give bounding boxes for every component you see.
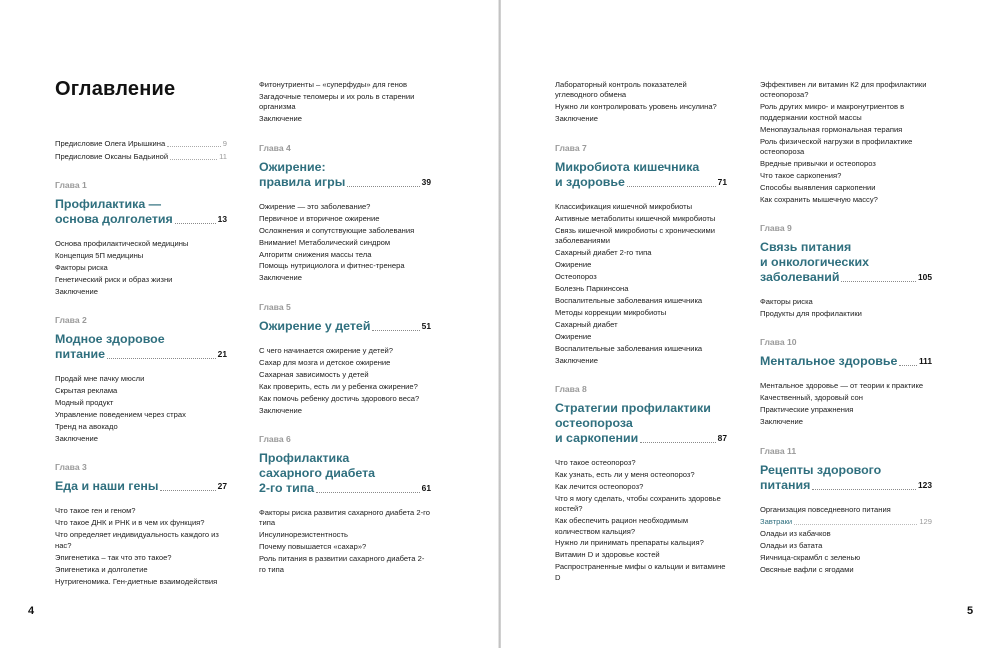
toc-entry[interactable]: Загадочные теломеры и их роль в старении организма	[259, 91, 415, 112]
toc-entry[interactable]: Менопаузальная гормональная терапия	[760, 124, 903, 134]
chapter-title[interactable]	[259, 319, 431, 334]
toc-entry[interactable]: Нужно ли контролировать уровень инсулина?	[555, 102, 717, 112]
toc-entry[interactable]: Витамин D и здоровье костей	[555, 550, 660, 560]
chapter-title[interactable]	[555, 401, 727, 446]
toc-entry[interactable]: Как обеспечить рацион необходимым количеством кальция?	[555, 516, 689, 536]
toc-entry[interactable]: Ожирение	[555, 259, 592, 269]
toc-entry[interactable]: Что такое остеопороз?	[555, 457, 636, 467]
chapter-label: Глава 10	[760, 337, 797, 348]
chapter-title-lastline	[55, 479, 227, 494]
chapter-6	[259, 434, 431, 575]
chapter-4	[259, 143, 431, 284]
toc-entry[interactable]: Как сохранить мышечную массу?	[760, 194, 878, 204]
chapter-title-line: Микробиота кишечника	[555, 159, 700, 174]
toc-entry[interactable]: Скрытая реклама	[55, 386, 118, 396]
chapter-title[interactable]	[259, 451, 431, 496]
chapter-title-line: и онкологических	[760, 255, 869, 270]
chapter-title-lastline	[55, 347, 227, 362]
chapter-title[interactable]	[760, 240, 932, 285]
toc-entry[interactable]: Что такое саркопения?	[760, 170, 842, 180]
toc-entry[interactable]: Заключение	[259, 405, 303, 415]
toc-entry[interactable]: Методы коррекции микробиоты	[555, 307, 667, 317]
leader-dots	[372, 330, 419, 331]
toc-entry[interactable]: Сахарный диабет	[555, 319, 618, 329]
toc-entry[interactable]: Почему повышается «сахар»?	[259, 542, 367, 552]
leader-dots	[316, 492, 420, 493]
toc-entry[interactable]: Роль физической нагрузки в профилактике остеопороза	[760, 136, 913, 156]
chapter-page: 105	[918, 272, 932, 283]
toc-entry[interactable]: Что я могу сделать, чтобы сохранить здоровье костей?	[555, 493, 721, 514]
chapter-title-line: основа долголетия	[55, 211, 173, 226]
toc-entry[interactable]: Алгоритм снижения массы тела	[259, 249, 372, 259]
chapter-title-line: питание	[55, 347, 106, 362]
chapter-page: 111	[918, 356, 932, 367]
chapter-title-line: Еда и наши гены	[55, 479, 159, 494]
leader-dots	[347, 186, 419, 187]
chapter-page: 27	[217, 481, 227, 492]
chapter-title-line: и здоровье	[555, 174, 625, 189]
toc-entry[interactable]: Лабораторный контроль показателей углеводного обмена	[555, 80, 687, 100]
chapter-page: 39	[421, 176, 431, 187]
leader-dots	[167, 146, 221, 147]
toc-entry[interactable]: Фитонутриенты – «суперфуды» для генов	[259, 80, 408, 89]
chapter-9	[760, 223, 932, 319]
chapter-10	[760, 337, 932, 427]
chapter-label: Глава 11	[760, 445, 797, 456]
toc-entry[interactable]: Сахар для мозга и детское ожирение	[259, 357, 391, 367]
leader-dots	[640, 442, 715, 443]
chapter-label: Глава 6	[259, 433, 291, 444]
preface-page: 11	[219, 151, 227, 161]
toc-entry[interactable]: Продай мне пачку мюсли	[55, 374, 145, 384]
preface-entry[interactable]	[55, 139, 227, 149]
right-page	[501, 0, 1000, 648]
toc-entry[interactable]: Овсяные вафли с ягодами	[760, 564, 854, 574]
preface-page: 9	[222, 139, 227, 148]
toc-entry[interactable]: Тренд на авокадо	[55, 422, 118, 432]
toc-entry[interactable]: Факторы риска	[55, 262, 108, 272]
page-number-right: 5	[967, 605, 974, 617]
chapter-title[interactable]	[760, 354, 932, 369]
toc-entry[interactable]: Факторы риска развития сахарного диабета 2-го типа	[259, 507, 430, 528]
chapter-label: Глава 5	[259, 301, 291, 312]
chapter-title[interactable]	[259, 160, 431, 190]
chapter-title-line: Ментальное здоровье	[760, 354, 898, 369]
chapter-title-line: Связь питания	[760, 240, 852, 255]
toc-entry[interactable]: Классификация кишечной микробиоты	[555, 201, 693, 211]
column-1	[55, 139, 227, 589]
chapter-page: 71	[717, 176, 727, 187]
chapter-label: Глава 7	[555, 142, 587, 153]
chapter-title-line: и саркопении	[555, 430, 639, 445]
chapter-page: 87	[717, 432, 727, 443]
chapter-8	[555, 384, 727, 583]
toc-entry[interactable]: Нутригеномика. Ген-диетные взаимодействия	[55, 576, 218, 586]
toc-entry[interactable]: Модный продукт	[55, 398, 114, 408]
chapter-title-lastline	[760, 270, 932, 285]
toc-entry[interactable]: Сахарная зависимость у детей	[259, 369, 369, 379]
toc-entry[interactable]: Роль питания в развитии сахарного диабета 2-го типа	[259, 554, 425, 574]
chapter-title-line: остеопороза	[555, 415, 633, 430]
chapter-title[interactable]	[55, 332, 227, 362]
chapter-title-line: Рецепты здорового	[760, 462, 882, 477]
chapter-title-line: питания	[760, 477, 811, 492]
toc-entry[interactable]: Основа профилактической медицины	[55, 238, 189, 248]
chapter-title-line: Ожирение:	[259, 159, 326, 174]
chapter-title[interactable]	[555, 160, 727, 190]
chapter-title-line: 2-го типа	[259, 480, 315, 495]
toc-entry[interactable]: Способы выявления саркопении	[760, 182, 876, 192]
toc-entry[interactable]: Эпигенетика и долголетие	[55, 564, 148, 574]
toc-entry[interactable]: Распространенные мифы о кальции и витамине D	[555, 562, 726, 582]
toc-entry[interactable]: Инсулинорезистентность	[259, 530, 348, 540]
toc-entry[interactable]: Осложнения и сопутствующие заболевания	[259, 225, 415, 235]
toc-entry[interactable]: Заключение	[55, 286, 99, 296]
toc-entry[interactable]: Болезнь Паркинсона	[555, 283, 629, 293]
toc-entry[interactable]: Яичница-скрамбл с зеленью	[760, 552, 861, 562]
toc-entry[interactable]: Нужно ли принимать препараты кальция?	[555, 538, 704, 548]
toc-entry[interactable]: Как узнать, есть ли у меня остеопороз?	[555, 469, 695, 479]
column-4	[760, 80, 932, 577]
chapter-page: 21	[217, 349, 227, 360]
toc-entry[interactable]: Заключение	[760, 417, 804, 427]
toc-entry-link[interactable]	[760, 517, 932, 527]
toc-entry[interactable]: Связь кишечной микробиоты с хроническими заболеваниями	[555, 225, 715, 245]
toc-entry[interactable]: Остеопороз	[555, 271, 597, 281]
chapter-label: Глава 2	[55, 315, 87, 326]
toc-entry[interactable]: Качественный, здоровый сон	[760, 393, 863, 403]
toc-entry[interactable]: Заключение	[259, 114, 303, 124]
chapter-title-lastline	[259, 481, 431, 496]
leader-dots	[841, 281, 916, 282]
toc-entry[interactable]: Организация повседневного питания	[760, 504, 891, 514]
chapter-label: Глава 3	[55, 462, 87, 473]
chapter-3	[55, 462, 227, 587]
toc-entry[interactable]: Роль других микро- и макронутриентов в поддержании костной массы	[760, 102, 905, 122]
chapter-title-lastline	[55, 212, 227, 227]
chapter-2	[55, 315, 227, 444]
chapter-title-line: Стратегии профилактики	[555, 400, 711, 415]
toc-entry[interactable]: Заключение	[259, 273, 303, 283]
toc-title: Оглавление	[55, 78, 176, 100]
toc-entry[interactable]: Ожирение	[555, 331, 592, 341]
chapter-title-line: заболеваний	[760, 270, 840, 285]
column-3	[555, 80, 727, 585]
chapter-title[interactable]	[55, 479, 227, 494]
leader-dots	[794, 524, 917, 525]
toc-entry[interactable]: Сахарный диабет 2-го типа	[555, 247, 652, 257]
toc-entry[interactable]: Как проверить, есть ли у ребенка ожирение?	[259, 381, 418, 391]
preface-entry[interactable]	[55, 152, 227, 162]
chapter-title-line: Профилактика	[259, 450, 350, 465]
chapter-7	[555, 143, 727, 366]
toc-entry[interactable]: Помощь нутрициолога и фитнес-тренера	[259, 261, 405, 271]
leader-dots	[160, 490, 215, 491]
toc-link-page: 129	[919, 516, 932, 526]
toc-entry[interactable]: Что определяет индивидуальность каждого из нас?	[55, 530, 219, 550]
chapter-title-lastline	[259, 175, 431, 190]
chapter-title-line: правила игры	[259, 174, 346, 189]
toc-entry[interactable]: Как лечится остеопороз?	[555, 481, 644, 491]
leader-dots	[812, 489, 916, 490]
toc-entry[interactable]: Эффективен ли витамин К2 для профилактики остеопороза?	[760, 80, 927, 100]
toc-link-text: Завтраки	[760, 516, 793, 526]
chapter-label: Глава 1	[55, 179, 87, 190]
toc-entry[interactable]: Управление поведением через страх	[55, 410, 186, 420]
toc-entry[interactable]: Заключение	[555, 355, 599, 365]
page-number-left: 4	[28, 605, 35, 617]
chapter-page: 61	[421, 482, 431, 493]
chapter-title-line: Ожирение у детей	[259, 318, 371, 333]
chapter-5	[259, 302, 431, 416]
toc-entry[interactable]: Практические упражнения	[760, 405, 854, 415]
toc-entry[interactable]: Ментальное здоровье — от теории к практике	[760, 381, 924, 391]
chapter-page: 123	[918, 479, 932, 490]
leader-dots	[170, 159, 217, 160]
toc-entry[interactable]: Воспалительные заболевания кишечника	[555, 343, 703, 353]
preface-text: Предисловие Оксаны Бадьиной	[55, 151, 169, 161]
chapter-11	[760, 446, 932, 575]
toc-entry[interactable]: Продукты для профилактики	[760, 309, 862, 319]
toc-entry[interactable]: Первичное и вторичное ожирение	[259, 213, 380, 223]
chapter-title-lastline	[555, 175, 727, 190]
toc-entry[interactable]: Оладьи из батата	[760, 540, 823, 550]
toc-entry[interactable]: Факторы риска	[760, 297, 813, 307]
toc-entry[interactable]: Оладьи из кабачков	[760, 528, 831, 538]
chapter-title-line: сахарного диабета	[259, 465, 376, 480]
toc-entry[interactable]: Концепция 5П медицины	[55, 250, 144, 260]
toc-entry[interactable]: Заключение	[55, 434, 99, 444]
chapter-label: Глава 9	[760, 223, 792, 234]
toc-entry[interactable]: С чего начинается ожирение у детей?	[259, 345, 394, 355]
toc-entry[interactable]: Заключение	[555, 114, 599, 124]
chapter-page: 13	[217, 213, 227, 224]
toc-entry[interactable]: Что такое ген и геном?	[55, 506, 136, 516]
leader-dots	[107, 358, 216, 359]
toc-entry[interactable]: Как помочь ребенку достичь здорового веса?	[259, 393, 420, 403]
toc-entry[interactable]: Генетический риск и образ жизни	[55, 274, 173, 284]
toc-entry[interactable]: Внимание! Метаболический синдром	[259, 237, 391, 247]
chapter-page: 51	[421, 320, 431, 331]
chapter-title-lastline	[760, 478, 932, 493]
toc-entry[interactable]: Эпигенетика – так что это такое?	[55, 552, 172, 562]
leader-dots	[627, 186, 716, 187]
leader-dots	[175, 223, 216, 224]
toc-entry[interactable]: Воспалительные заболевания кишечника	[555, 295, 703, 305]
chapter-title-line: Модное здоровое	[55, 332, 165, 347]
column-2	[259, 80, 431, 577]
chapter-title-lastline	[555, 431, 727, 446]
toc-entry[interactable]: Ожирение — это заболевание?	[259, 201, 371, 211]
toc-entry[interactable]: Активные метаболиты кишечной микробиоты	[555, 213, 716, 223]
chapter-label: Глава 8	[555, 383, 587, 394]
chapter-title[interactable]	[55, 197, 227, 227]
toc-entry[interactable]: Что такое ДНК и РНК и в чем их функция?	[55, 518, 205, 528]
chapter-title[interactable]	[760, 463, 932, 493]
chapter-1	[55, 180, 227, 297]
leader-dots	[899, 365, 917, 366]
preface-text: Предисловие Олега Ирышкина	[55, 139, 166, 148]
chapter-title-line: Профилактика —	[55, 196, 162, 211]
chapter-label: Глава 4	[259, 142, 291, 153]
chapter-title-lastline	[259, 319, 431, 334]
left-page	[0, 0, 499, 648]
chapter-title-lastline	[760, 354, 932, 369]
toc-entry[interactable]: Вредные привычки и остеопороз	[760, 158, 876, 168]
